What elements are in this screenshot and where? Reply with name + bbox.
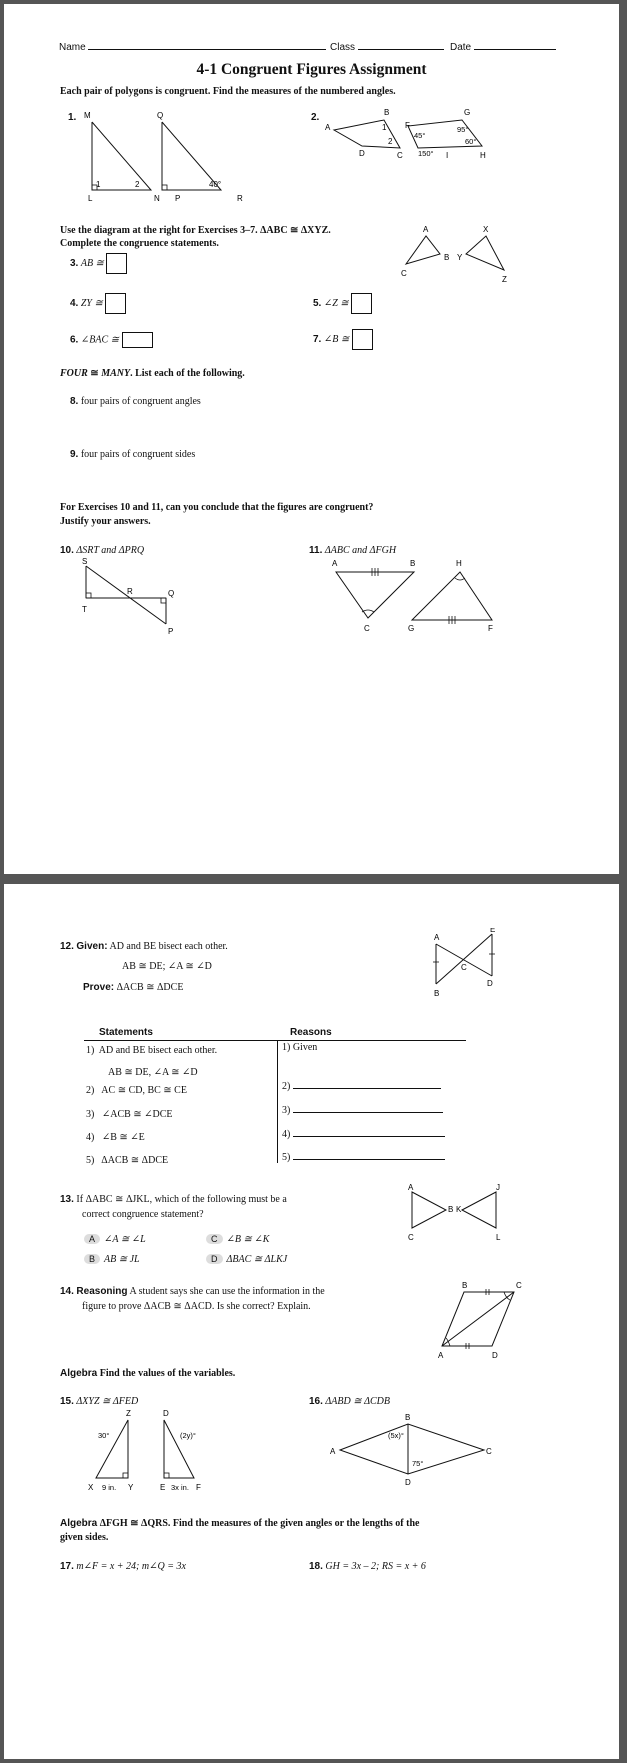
prove-label: Prove:	[83, 982, 115, 993]
label-B: B	[405, 1413, 411, 1422]
proof-table-divider	[277, 1040, 278, 1163]
label-F: F	[405, 121, 410, 130]
label-B: B	[434, 989, 440, 998]
ex8-number: 8.	[70, 396, 79, 407]
ex10-number: 10.	[60, 545, 74, 556]
label-C: C	[516, 1281, 522, 1290]
ex15-diagram	[84, 1408, 214, 1492]
row5-statement: ΔACB ≅ ΔDCE	[101, 1155, 169, 1166]
label-D: D	[163, 1409, 169, 1418]
row3-reason-num: 3)	[282, 1105, 291, 1116]
row5-reason[interactable]	[282, 1152, 445, 1163]
ex9	[70, 449, 195, 460]
label-9in: 9 in.	[102, 1483, 117, 1492]
list-text: . List each of the following.	[130, 368, 245, 379]
label-H: H	[456, 559, 462, 568]
worksheet-page-1	[4, 4, 619, 874]
section4-instruction-line1: For Exercises 10 and 11, can you conclude that the figures are congruent?	[60, 502, 374, 513]
row4-reason-blank[interactable]	[293, 1135, 445, 1137]
proof-row-5	[86, 1155, 168, 1166]
row1-num: 1)	[86, 1045, 95, 1056]
class-field[interactable]	[330, 42, 444, 53]
option-d-text: ΔBAC ≅ ΔLKJ	[226, 1254, 288, 1265]
ex17-number: 17.	[60, 1561, 74, 1572]
label-C: C	[397, 151, 403, 160]
reasons-header: Reasons	[290, 1027, 332, 1038]
ex16	[309, 1396, 390, 1407]
label-B: B	[384, 108, 390, 117]
label-G: G	[464, 108, 471, 117]
row2-statement: AC ≅ CD, BC ≅ CE	[101, 1085, 187, 1096]
label-M: M	[84, 111, 91, 120]
date-label: Date	[450, 42, 472, 53]
ex18-text: GH = 3x – 2; RS = x + 6	[325, 1561, 426, 1572]
ex13-line1: If ΔABC ≅ ΔJKL, which of the following must be a	[76, 1194, 287, 1205]
label-L: L	[496, 1233, 501, 1242]
ex1-triangles-diagram	[76, 108, 256, 202]
row4-reason[interactable]	[282, 1129, 445, 1140]
label-angle-2b: 2	[388, 137, 393, 146]
label-150deg: 150°	[418, 149, 434, 158]
ex3-answer-box[interactable]	[106, 253, 127, 274]
statements-header: Statements	[99, 1027, 153, 1038]
class-label: Class	[330, 42, 356, 53]
ex8	[70, 396, 201, 407]
ex6-answer-box[interactable]	[122, 332, 153, 348]
label-H: H	[480, 151, 486, 160]
row3-statement: ∠ACB ≅ ∠DCE	[101, 1109, 173, 1120]
label-P: P	[168, 627, 174, 636]
label-40deg: 40°	[209, 180, 222, 189]
ex16-diagram	[324, 1408, 494, 1492]
name-blank[interactable]	[88, 48, 326, 50]
page-title: 4-1 Congruent Figures Assignment	[196, 61, 427, 78]
section1-instruction: Each pair of polygons is congruent. Find the measures of the numbered angles.	[60, 86, 396, 97]
label-D: D	[487, 979, 493, 988]
ex15-number: 15.	[60, 1396, 74, 1407]
option-c-text: ∠B ≅ ∠K	[226, 1234, 270, 1245]
given-label: Given:	[76, 941, 108, 952]
ex11-text: ΔABC and ΔFGH	[324, 545, 397, 556]
algebra2-label: Algebra	[60, 1518, 98, 1529]
proof-row-2	[86, 1085, 187, 1096]
name-field[interactable]	[59, 42, 326, 53]
row3-num: 3)	[86, 1109, 95, 1120]
ex18-number: 18.	[309, 1561, 323, 1572]
ex8-text: four pairs of congruent angles	[80, 396, 201, 407]
algebra2-line1: ΔFGH ≅ ΔQRS. Find the measures of the given angles or the lengths of the	[97, 1518, 420, 1529]
algebra1-text: Find the values of the variables.	[97, 1368, 236, 1379]
label-A: A	[423, 225, 429, 234]
label-C: C	[408, 1233, 414, 1242]
ex18	[309, 1561, 426, 1572]
label-D: D	[359, 149, 365, 158]
ex14-question	[60, 1286, 325, 1297]
ex11	[309, 545, 396, 556]
ex16-text: ΔABD ≅ ΔCDB	[325, 1396, 390, 1407]
ex13-option-a[interactable]	[84, 1234, 146, 1245]
option-a-text: ∠A ≅ ∠L	[104, 1234, 146, 1245]
ex13-option-b[interactable]	[84, 1254, 140, 1265]
label-R: R	[237, 194, 243, 202]
label-C: C	[364, 624, 370, 633]
label-S: S	[82, 557, 88, 566]
ex12-prove	[83, 982, 183, 993]
ex6	[70, 332, 153, 348]
row1-statement: AD and BE bisect each other.	[98, 1045, 218, 1056]
given-line1: AD and BE bisect each other.	[109, 941, 228, 952]
label-60deg: 60°	[465, 137, 477, 146]
row1b-statement: AB ≅ DE, ∠A ≅ ∠D	[108, 1067, 198, 1078]
row2-num: 2)	[86, 1085, 95, 1096]
ex15	[60, 1396, 138, 1407]
section4-instruction-line2: Justify your answers.	[60, 516, 151, 527]
label-75deg: 75°	[412, 1459, 424, 1468]
ex11-number: 11.	[309, 545, 323, 556]
ex4-text: ZY ≅	[80, 297, 103, 309]
ex13-question	[60, 1194, 287, 1205]
label-P: P	[175, 194, 181, 202]
label-C: C	[401, 269, 407, 278]
ex5	[313, 293, 372, 314]
ex1-number: 1.	[68, 112, 77, 123]
ex6-number: 6.	[70, 334, 79, 346]
label-Z: Z	[502, 275, 507, 284]
label-X: X	[483, 225, 489, 234]
label-95deg: 95°	[457, 125, 469, 134]
ex12-number: 12.	[60, 941, 74, 952]
label-L: L	[88, 194, 93, 202]
label-D: D	[405, 1478, 411, 1487]
label-A: A	[408, 1183, 414, 1192]
row5-reason-num: 5)	[282, 1152, 291, 1163]
section2-instruction-line1: Use the diagram at the right for Exercises 3–7. ΔABC ≅ ΔXYZ.	[60, 225, 331, 236]
label-45deg: 45°	[414, 131, 426, 140]
label-X: X	[88, 1483, 94, 1492]
row3-reason[interactable]	[282, 1105, 443, 1116]
ex7-answer-box[interactable]	[352, 329, 373, 350]
ex13-line2: correct congruence statement?	[82, 1209, 204, 1220]
label-C: C	[486, 1447, 492, 1456]
ex13-number: 13.	[60, 1194, 74, 1205]
ex5-number: 5.	[313, 297, 322, 309]
proof-row-1	[86, 1045, 217, 1056]
ex9-number: 9.	[70, 449, 79, 460]
reasoning-label: Reasoning	[76, 1286, 128, 1297]
class-blank[interactable]	[358, 48, 444, 50]
ex4-answer-box[interactable]	[105, 293, 126, 314]
ex11-diagram	[322, 556, 502, 636]
row2-reason-blank[interactable]	[293, 1087, 441, 1089]
date-blank[interactable]	[474, 48, 556, 50]
label-E: E	[490, 928, 496, 934]
ex7-number: 7.	[313, 333, 322, 345]
proof-row-3	[86, 1109, 173, 1120]
label-B: B	[448, 1205, 454, 1214]
ex6-text: ∠BAC ≅	[80, 334, 119, 346]
label-Y: Y	[128, 1483, 134, 1492]
ex14-diagram	[434, 1280, 524, 1364]
label-A: A	[438, 1351, 444, 1360]
label-R: R	[127, 587, 133, 596]
algebra2-instruction	[60, 1518, 419, 1529]
label-B: B	[410, 559, 416, 568]
label-Z: Z	[126, 1409, 131, 1418]
ex17	[60, 1561, 186, 1572]
row3-reason-blank[interactable]	[293, 1111, 443, 1113]
ex9-text: four pairs of congruent sides	[80, 449, 196, 460]
worksheet-page-2	[4, 884, 619, 1759]
ex16-number: 16.	[309, 1396, 323, 1407]
ex5-text: ∠Z ≅	[323, 297, 349, 309]
ex14-line2: figure to prove ΔACB ≅ ΔACD. Is she correct? Explain.	[82, 1301, 311, 1312]
ex14-number: 14.	[60, 1286, 74, 1297]
section2-instruction-line2: Complete the congruence statements.	[60, 238, 219, 249]
row4-statement: ∠B ≅ ∠E	[101, 1132, 145, 1143]
ex2-number: 2.	[311, 112, 320, 123]
ex5-answer-box[interactable]	[351, 293, 372, 314]
ex7-text: ∠B ≅	[323, 333, 350, 345]
label-B: B	[462, 1281, 468, 1290]
algebra1-label: Algebra	[60, 1368, 98, 1379]
label-angle-1: 1	[96, 180, 101, 189]
algebra1-instruction	[60, 1368, 235, 1379]
ex15-text: ΔXYZ ≅ ΔFED	[76, 1396, 139, 1407]
label-A: A	[332, 559, 338, 568]
label-B: B	[444, 253, 450, 262]
option-b-text: AB ≅ JL	[104, 1254, 140, 1265]
label-Y: Y	[457, 253, 463, 262]
date-field[interactable]	[450, 42, 556, 53]
row4-num: 4)	[86, 1132, 95, 1143]
label-K: K	[456, 1205, 462, 1214]
ex7	[313, 329, 373, 350]
label-C: C	[461, 963, 467, 972]
label-I: I	[446, 151, 449, 160]
label-F: F	[196, 1483, 201, 1492]
label-T: T	[82, 605, 87, 614]
label-Q: Q	[157, 111, 164, 120]
label-D: D	[492, 1351, 498, 1360]
section3-instruction	[60, 368, 245, 379]
ex13-option-c[interactable]	[206, 1234, 269, 1245]
ex2-quadrilaterals-diagram	[322, 106, 502, 176]
name-label: Name	[59, 42, 86, 53]
ex3-text: AB ≅	[80, 257, 104, 269]
proof-table-rule	[84, 1040, 466, 1041]
ex3	[70, 253, 127, 274]
ex12-given	[60, 941, 228, 952]
ex3-number: 3.	[70, 257, 79, 269]
label-30deg: 30°	[98, 1431, 110, 1440]
row5-reason-blank[interactable]	[293, 1158, 445, 1160]
label-3x-in: 3x in.	[171, 1483, 189, 1492]
ex10-diagram	[74, 556, 184, 636]
ex12-diagram	[424, 928, 504, 998]
label-A: A	[325, 123, 331, 132]
label-A: A	[330, 1447, 336, 1456]
label-5x-deg: (5x)°	[388, 1431, 404, 1440]
ex14-line1: A student says she can use the information in the	[127, 1286, 325, 1297]
given-line2: AB ≅ DE; ∠A ≅ ∠D	[122, 961, 212, 972]
many-text: MANY	[101, 368, 131, 379]
row2-reason-num: 2)	[282, 1081, 291, 1092]
label-J: J	[496, 1183, 500, 1192]
prove-text: ΔACB ≅ ΔDCE	[116, 982, 184, 993]
option-c-letter[interactable]: C	[206, 1234, 223, 1244]
row1-reason: 1) Given	[282, 1042, 318, 1053]
option-b-letter[interactable]: B	[84, 1254, 100, 1264]
row5-num: 5)	[86, 1155, 95, 1166]
label-E: E	[160, 1483, 166, 1492]
ex17-text: m∠F = x + 24; m∠Q = 3x	[76, 1561, 186, 1572]
row4-reason-num: 4)	[282, 1129, 291, 1140]
congruent-symbol: ≅	[87, 368, 102, 379]
label-2y-deg: (2y)°	[180, 1431, 196, 1440]
label-G: G	[408, 624, 415, 633]
label-A: A	[434, 933, 440, 942]
label-Q: Q	[168, 589, 175, 598]
label-F: F	[488, 624, 493, 633]
algebra2-line2: given sides.	[60, 1532, 109, 1543]
ex4-number: 4.	[70, 297, 79, 309]
four-text: FOUR	[60, 368, 88, 379]
ex10	[60, 545, 144, 556]
option-d-letter[interactable]: D	[206, 1254, 223, 1264]
option-a-letter[interactable]: A	[84, 1234, 100, 1244]
ex13-diagram	[400, 1182, 520, 1242]
label-N: N	[154, 194, 160, 202]
label-angle-1b: 1	[382, 123, 387, 132]
ex4	[70, 293, 126, 314]
row2-reason[interactable]	[282, 1081, 441, 1092]
ex10-text: ΔSRT and ΔPRQ	[76, 545, 145, 556]
proof-row-4	[86, 1132, 145, 1143]
label-angle-2: 2	[135, 180, 140, 189]
ex13-option-d[interactable]	[206, 1254, 287, 1265]
ex3-7-triangles-diagram	[394, 222, 514, 290]
